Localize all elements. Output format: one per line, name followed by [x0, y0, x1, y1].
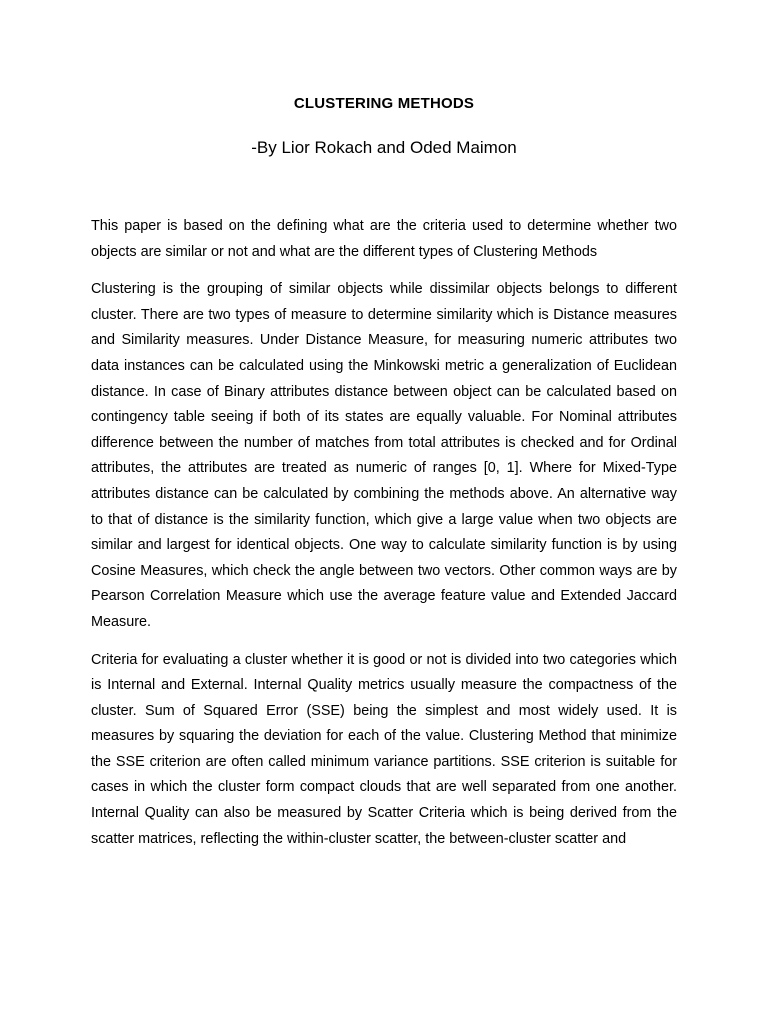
document-title: CLUSTERING METHODS: [293, 95, 475, 112]
document-body: [91, 214, 677, 864]
paragraph-similarity-measures: Clustering is the grouping of similar objects while dissimilar objects belongs to different cluster. There are two types of measure to determine similarity which is Distance measures and Similarity measures. Under Distance Measure, for measuring numeric attributes two data instances can be calculated using the Minkowski metric a generalization of Euclidean distance. In case of Binary attributes distance between object can be calculated based on contingency table seeing if both of its states are equally valuable. For Nominal attributes difference between the number of matches from total attributes is checked and for Ordinal attributes, the attributes are treated as numeric of ranges [0, 1]. Where for Mixed-Type attributes distance can be calculated by combining the methods above. An alternative way to that of distance is the similarity function, which give a large value when two objects are similar and largest for identical objects. One way to calculate similarity function is by using Cosine Measures, which check the angle between two vectors. Other common ways are by Pearson Correlation Measure which use the average feature value and Extended Jaccard Measure.: [91, 281, 677, 630]
paragraph-evaluation-criteria: Criteria for evaluating a cluster whether it is good or not is divided into two categories which is Internal and External. Internal Quality metrics usually measure the compactness of the cluster. Sum of Squared Error (SSE) being the simplest and most widely used. It is measures by squaring the deviation for each of the value. Clustering Method that minimize the SSE criterion are often called minimum variance partitions. SSE criterion is suitable for cases in which the cluster form compact clouds that are well separated from one another. Internal Quality can also be measured by Scatter Criteria which is being derived from the scatter matrices, reflecting the within-cluster scatter, the between-cluster scatter and: [91, 651, 677, 847]
document-authors: -By Lior Rokach and Oded Maimon: [251, 138, 517, 157]
paragraph-intro: This paper is based on the defining what are the criteria used to determine whether two objects are similar or not and what are the different types of Clustering Methods: [91, 218, 677, 260]
document-page: [91, 0, 677, 1024]
